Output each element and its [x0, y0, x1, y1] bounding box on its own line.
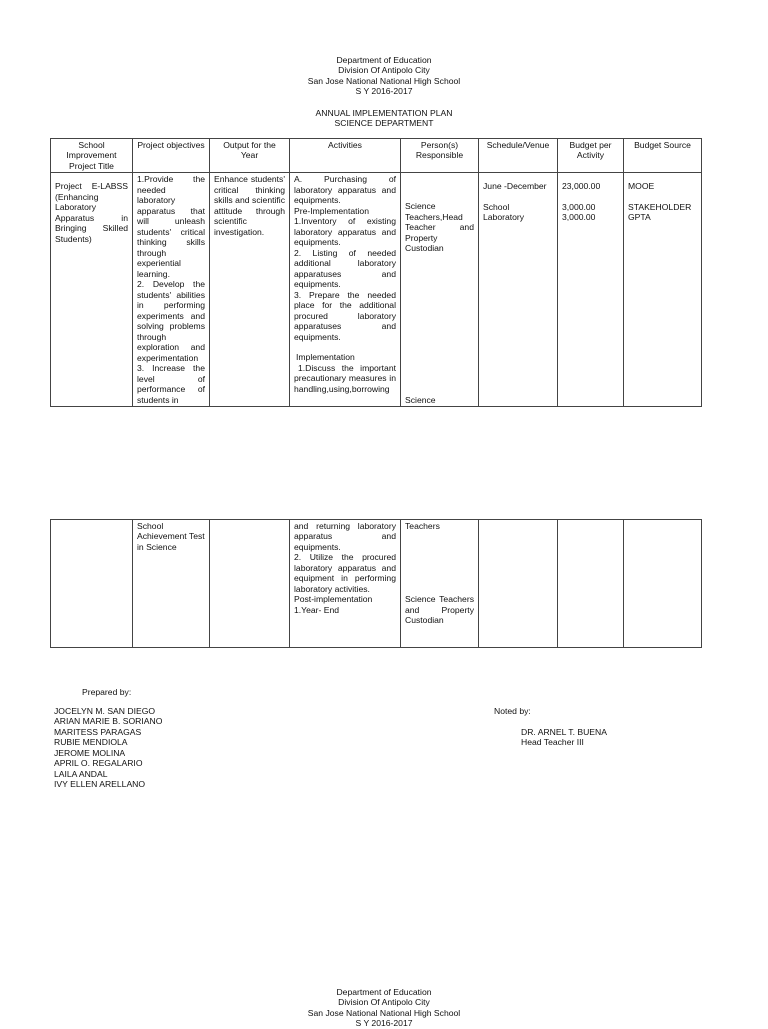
- persons-text: Science Teachers and Property Custodian: [405, 594, 474, 626]
- source-cell: [624, 173, 702, 407]
- column-header: Budget per Activity: [558, 139, 624, 173]
- implementation-list: 1.Discuss the important precautionary measures in handling,using,borrowing: [294, 362, 396, 394]
- empty-cell: [51, 520, 133, 648]
- next-page-header: [0, 987, 768, 1029]
- schedule-dates: June -December: [483, 181, 547, 192]
- noted-title: Head Teacher III: [521, 737, 584, 748]
- project-title-cell: Project E-LABSS (Enhancing Laboratory Apparatus in Bringing Skilled Students): [51, 173, 133, 407]
- source-value: GPTA: [628, 212, 651, 223]
- budget-value: 3,000.00: [562, 212, 596, 223]
- persons-text-continued: Science: [405, 394, 436, 405]
- header-line: Division Of Antipolo City: [338, 997, 430, 1008]
- activities-cell: [290, 173, 401, 407]
- column-header: Activities: [290, 139, 401, 173]
- budget-value: 23,000.00: [562, 181, 601, 192]
- schedule-cell: [479, 173, 558, 407]
- output-cell: Enhance students' critical thinking skills and scientific attitude through scientific investigation.: [210, 173, 290, 407]
- implementation-label: Implementation: [296, 352, 355, 363]
- plan-table-continued: [50, 519, 702, 648]
- persons-text: Science Teachers,Head Teacher and Property Custodian: [405, 201, 474, 254]
- schedule-venue: School Laboratory: [483, 201, 525, 223]
- plan-title-block: [0, 108, 768, 129]
- preparer-name: IVY ELLEN ARELLANO: [54, 779, 146, 790]
- persons-cell: [401, 173, 479, 407]
- preparer-name: MARITESS PARAGAS: [54, 726, 142, 737]
- column-header: Person(s) Responsible: [401, 139, 479, 173]
- table-row: [51, 520, 702, 648]
- activity-a: A. Purchasing of laboratory apparatus and equipments.: [294, 174, 396, 206]
- noted-by-label: Noted by:: [494, 706, 531, 716]
- column-header: Project objectives: [133, 139, 210, 173]
- header-line: S Y 2016-2017: [355, 86, 413, 97]
- post-implementation-list: 1.Year- End: [294, 604, 340, 615]
- activities-cell: [290, 520, 401, 648]
- empty-cell: [558, 520, 624, 648]
- header-line: San Jose National National High School: [307, 75, 461, 86]
- header-line: San Jose National National High School: [307, 1007, 461, 1018]
- objectives-cell: School Achievement Test in Science: [133, 520, 210, 648]
- table-row: [51, 173, 702, 407]
- pre-implementation-list: 1.Inventory of existing laboratory apparatus and equipments. 2. Listing of needed additional laboratory apparatuses and equipments. 3. Prepare the needed place for the additional procured laboratory apparatuses and equipments.: [294, 216, 396, 342]
- empty-cell: [479, 520, 558, 648]
- plan-title: ANNUAL IMPLEMENTATION PLAN: [315, 108, 453, 118]
- budget-value: 3,000.00: [562, 201, 596, 212]
- prepared-by-label: Prepared by:: [82, 687, 132, 697]
- persons-cell: [401, 520, 479, 648]
- source-value: STAKEHOLDER: [628, 201, 692, 212]
- preparer-name: JEROME MOLINA: [54, 747, 126, 758]
- pre-implementation-label: Pre-Implementation: [294, 205, 369, 216]
- persons-text: Teachers: [405, 521, 440, 531]
- source-value: MOOE: [628, 181, 655, 192]
- noted-by-block: [521, 727, 607, 748]
- header-line: Department of Education: [336, 55, 432, 65]
- column-header: School Improvement Project Title: [51, 139, 133, 173]
- plan-table: [50, 138, 702, 407]
- noted-name: DR. ARNEL T. BUENA: [521, 727, 607, 737]
- header-line: Division Of Antipolo City: [338, 65, 430, 76]
- column-header: Schedule/Venue: [479, 139, 558, 173]
- preparer-name: APRIL O. REGALARIO: [54, 758, 143, 769]
- activities-text: and returning laboratory apparatus and equipments. 2. Utilize the procured laboratory apparatus and equipment in performing laboratory activities.: [294, 521, 396, 594]
- preparer-name: LAILA ANDAL: [54, 768, 108, 779]
- document-header: [0, 55, 768, 97]
- column-header: Budget Source: [624, 139, 702, 173]
- header-line: Department of Education: [336, 987, 432, 997]
- preparer-name: RUBIE MENDIOLA: [54, 737, 128, 748]
- empty-cell: [624, 520, 702, 648]
- post-implementation-label: Post-implementation: [294, 594, 373, 605]
- header-line: S Y 2016-2017: [355, 1018, 413, 1029]
- prepared-names: [54, 706, 162, 790]
- preparer-name: JOCELYN M. SAN DIEGO: [54, 706, 156, 716]
- empty-cell: [210, 520, 290, 648]
- objectives-cell: 1.Provide the needed laboratory apparatus that will unleash students' critical thinking skills through experiential learning. 2. Develop the students' abilities in performing experiments and solving problems through exploration and experimentation 3. Increase the level of performance of students in: [133, 173, 210, 407]
- department-title: SCIENCE DEPARTMENT: [334, 118, 434, 129]
- column-header: Output for the Year: [210, 139, 290, 173]
- preparer-name: ARIAN MARIE B. SORIANO: [54, 716, 163, 727]
- budget-cell: [558, 173, 624, 407]
- table-header-row: [51, 139, 702, 173]
